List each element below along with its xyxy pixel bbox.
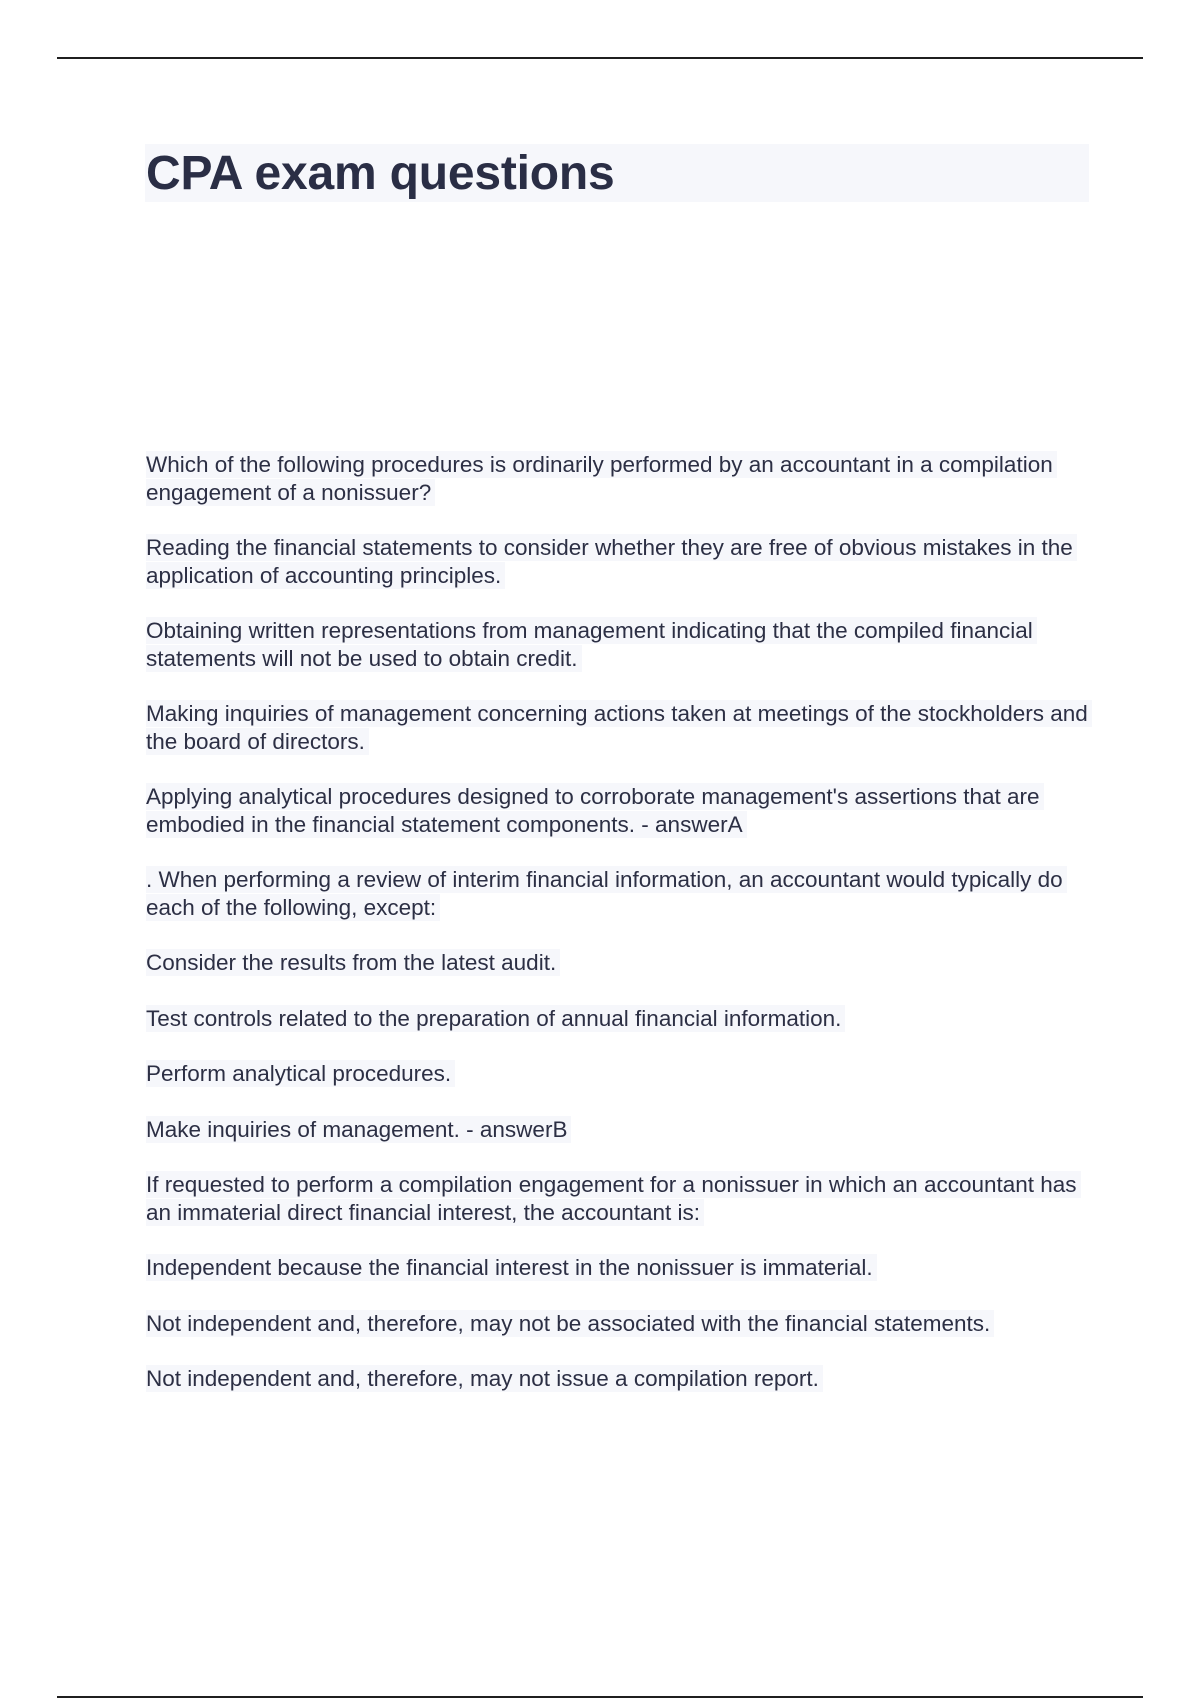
document-body: [146, 451, 1096, 1421]
option-text: Obtaining written representations from management indicating that the compiled financial statements will not be used to obtain credit.: [146, 617, 1037, 672]
question-1-option-c: [146, 700, 1096, 755]
bottom-divider: [57, 1696, 1143, 1698]
question-2-option-d: [146, 1116, 1096, 1144]
question-3-option-a: [146, 1254, 1096, 1282]
question-2: [146, 866, 1096, 921]
option-text: Not independent and, therefore, may not be associated with the financial statements.: [146, 1310, 994, 1337]
option-text: Reading the financial statements to consider whether they are free of obvious mistakes in the application of accounting principles.: [146, 534, 1077, 589]
question-2-option-b: [146, 1005, 1096, 1033]
question-3-option-b: [146, 1310, 1096, 1338]
page-title: CPA exam questions: [146, 147, 615, 200]
top-divider: [57, 57, 1143, 59]
question-1-text: Which of the following procedures is ordinarily performed by an accountant in a compilation engagement of a nonissuer?: [146, 451, 1057, 506]
question-3-option-c: [146, 1365, 1096, 1393]
question-1-option-b: [146, 617, 1096, 672]
option-text: Not independent and, therefore, may not issue a compilation report.: [146, 1365, 823, 1392]
question-1-option-d: [146, 783, 1096, 838]
question-1: [146, 451, 1096, 506]
option-text: Applying analytical procedures designed to corroborate management's assertions that are embodied in the financial statement components. - answerA: [146, 783, 1044, 838]
question-3-text: If requested to perform a compilation engagement for a nonissuer in which an accountant has an immaterial direct financial interest, the accountant is:: [146, 1171, 1081, 1226]
question-2-text: . When performing a review of interim financial information, an accountant would typically do each of the following, except:: [146, 866, 1067, 921]
option-text: Independent because the financial interest in the nonissuer is immaterial.: [146, 1254, 877, 1281]
option-text: Make inquiries of management. - answerB: [146, 1116, 571, 1143]
option-text: Consider the results from the latest audit.: [146, 949, 560, 976]
question-1-option-a: [146, 534, 1096, 589]
question-2-option-a: [146, 949, 1096, 977]
option-text: Making inquiries of management concerning actions taken at meetings of the stockholders and the board of directors.: [146, 700, 1092, 755]
question-3: [146, 1171, 1096, 1226]
option-text: Test controls related to the preparation of annual financial information.: [146, 1005, 845, 1032]
option-text: Perform analytical procedures.: [146, 1060, 455, 1087]
question-2-option-c: [146, 1060, 1096, 1088]
